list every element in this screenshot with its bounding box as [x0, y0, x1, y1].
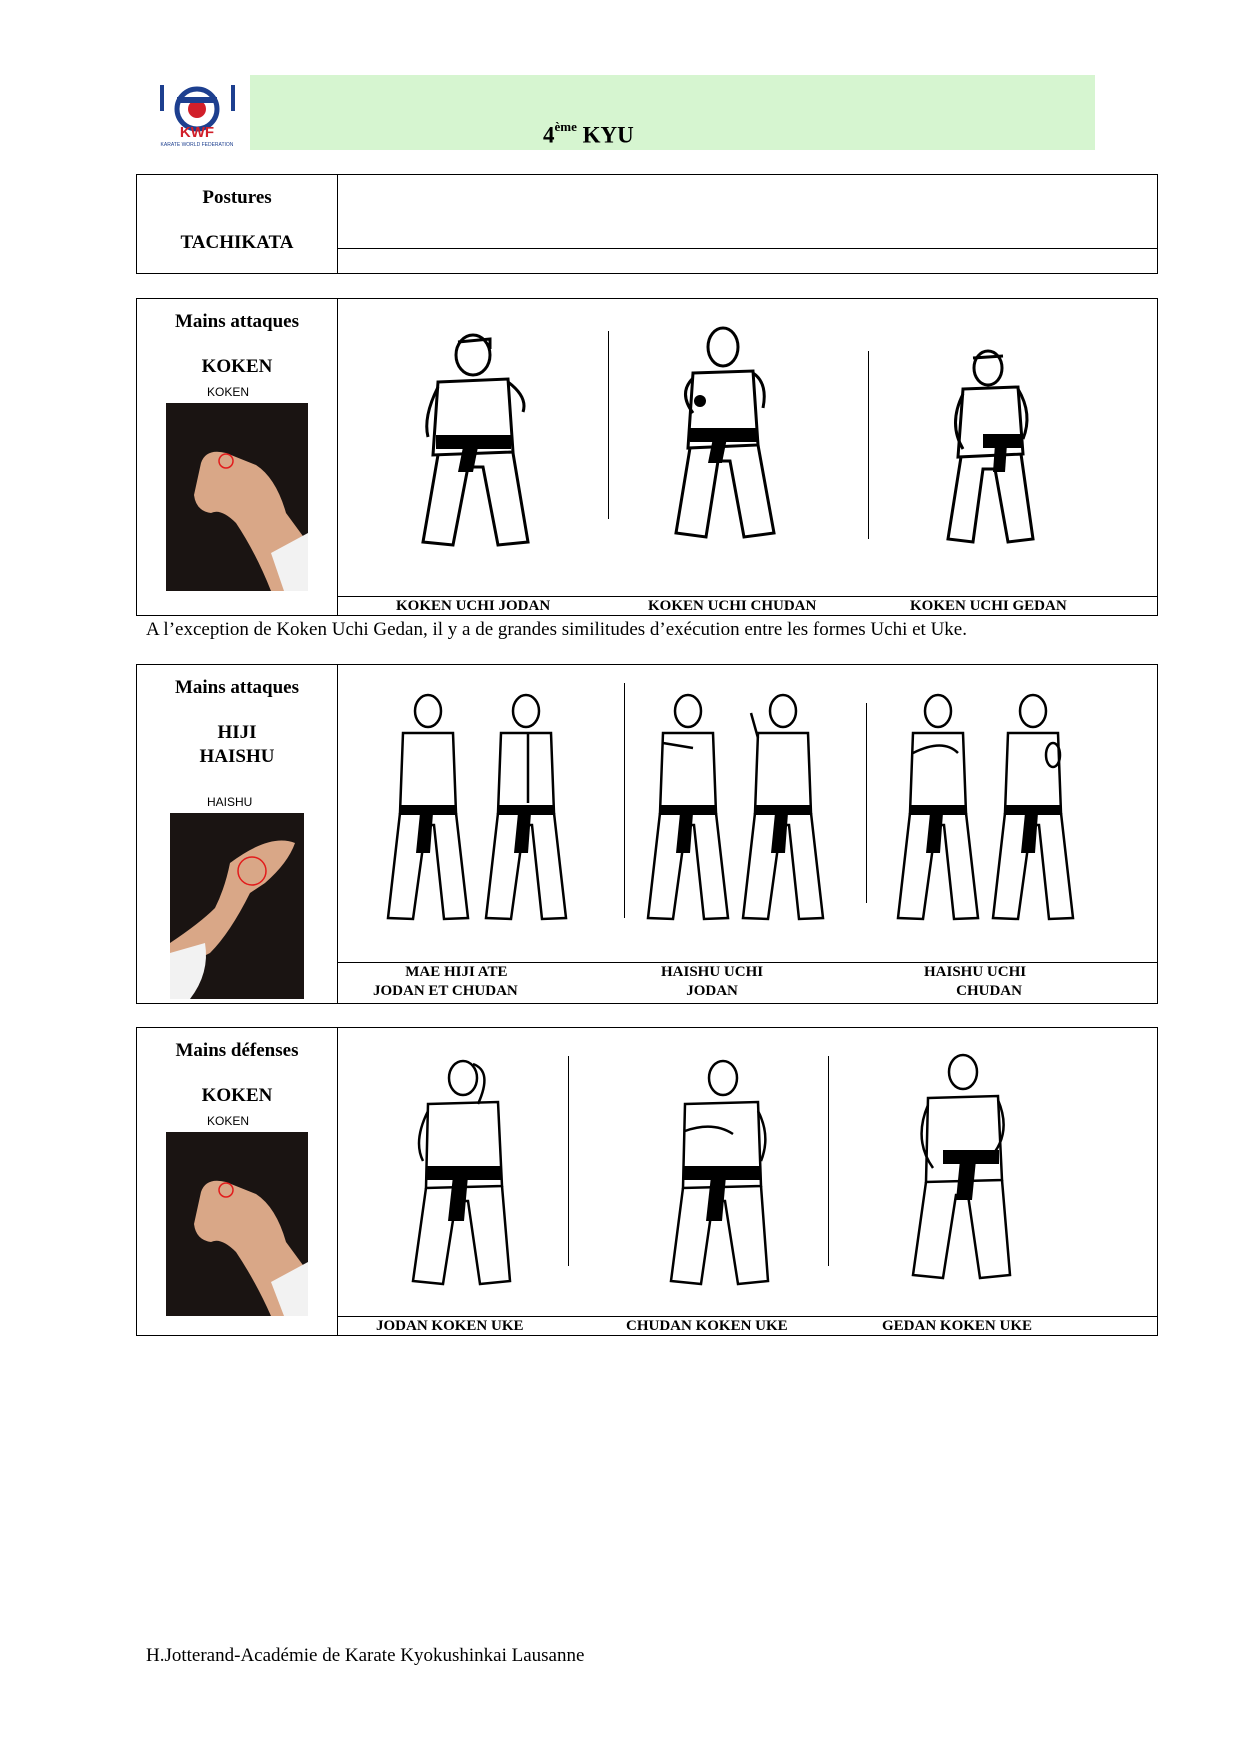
- figure-divider: [568, 1056, 569, 1266]
- koken-figures-cell: [338, 299, 1158, 597]
- section-koken-attacks: [136, 298, 1158, 616]
- section-koken-label: [137, 299, 338, 616]
- note-text: A l’exception de Koken Uchi Gedan, il y a de grandes similitudes d’exécution entre les formes Uchi et Uke.: [146, 619, 967, 640]
- technique-label: KOKEN: [201, 1085, 273, 1106]
- figure-haishu-uchi-jodan: [633, 693, 833, 933]
- koken-defense-figures-cell: [338, 1028, 1158, 1317]
- figure-chudan-koken-uke: [653, 1056, 793, 1296]
- figure-divider: [608, 331, 609, 519]
- caption-gedan-koken-uke: GEDAN KOKEN UKE: [882, 1318, 1033, 1334]
- section-postures: [136, 174, 1158, 274]
- header-banner: [145, 75, 1095, 150]
- figure-divider: [828, 1056, 829, 1266]
- haishu-hand-photo: [170, 813, 304, 999]
- hiji-haishu-captions-cell: [338, 962, 1158, 1003]
- koken-defense-captions-cell: [338, 1317, 1158, 1336]
- caption-koken-uchi-jodan: KOKEN UCHI JODAN: [396, 597, 551, 614]
- figure-koken-uchi-jodan: [398, 327, 548, 567]
- caption-mae-hiji-ate-line1: MAE HIJI ATE: [405, 963, 508, 980]
- caption-jodan-koken-uke: JODAN KOKEN UKE: [376, 1318, 524, 1334]
- category-label: Mains attaques: [174, 677, 300, 698]
- footer-text: H.Jotterand-Académie de Karate Kyokushinkai Lausanne: [146, 1645, 585, 1666]
- section-hiji-haishu-label: [137, 665, 338, 1004]
- caption-haishu-uchi-chudan-line2: CHUDAN: [956, 982, 1022, 999]
- kwf-logo: [145, 75, 250, 150]
- technique-label-hiji: HIJI: [217, 722, 257, 743]
- koken-hand-photo-2: [166, 1132, 308, 1316]
- photo-label: KOKEN: [207, 385, 250, 399]
- photo-label: KOKEN: [207, 1114, 250, 1128]
- caption-chudan-koken-uke: CHUDAN KOKEN UKE: [626, 1318, 788, 1334]
- koken-captions-cell: [338, 596, 1158, 615]
- caption-koken-uchi-chudan: KOKEN UCHI CHUDAN: [648, 597, 817, 614]
- section-koken-defenses: [136, 1027, 1158, 1336]
- category-label: Postures: [202, 187, 272, 208]
- section-postures-label: [137, 175, 338, 274]
- figure-divider: [624, 683, 625, 918]
- technique-label: KOKEN: [201, 356, 273, 377]
- caption-haishu-uchi-jodan-line1: HAISHU UCHI: [661, 963, 764, 980]
- postures-content-cell: [338, 175, 1158, 249]
- technique-label: TACHIKATA: [180, 232, 294, 253]
- postures-caption-cell: [338, 248, 1158, 273]
- figure-mae-hiji-ate: [378, 693, 578, 933]
- figure-divider: [868, 351, 869, 539]
- hiji-haishu-figures-cell: [338, 665, 1158, 963]
- category-label: Mains attaques: [174, 311, 300, 332]
- figure-haishu-uchi-chudan: [883, 693, 1083, 933]
- page-title: 4ème KYU: [543, 119, 634, 148]
- figure-divider: [866, 703, 867, 903]
- photo-label: HAISHU: [207, 795, 253, 809]
- caption-mae-hiji-ate-line2: JODAN ET CHUDAN: [373, 982, 518, 999]
- logo-text: KWF: [179, 124, 215, 141]
- figure-koken-uchi-chudan: [648, 323, 798, 563]
- caption-haishu-uchi-chudan-line1: HAISHU UCHI: [924, 963, 1027, 980]
- koken-hand-photo: [166, 403, 308, 591]
- caption-koken-uchi-gedan: KOKEN UCHI GEDAN: [910, 597, 1067, 614]
- figure-gedan-koken-uke: [898, 1050, 1038, 1290]
- caption-haishu-uchi-jodan-line2: JODAN: [686, 982, 738, 999]
- technique-label-haishu: HAISHU: [199, 746, 275, 767]
- category-label: Mains défenses: [175, 1040, 299, 1061]
- figure-koken-uchi-gedan: [923, 344, 1053, 574]
- figure-jodan-koken-uke: [398, 1056, 538, 1296]
- section-koken-defenses-label: [137, 1028, 338, 1336]
- logo-subtext: KARATE WORLD FEDERATION: [160, 142, 234, 148]
- section-hiji-haishu: [136, 664, 1158, 1004]
